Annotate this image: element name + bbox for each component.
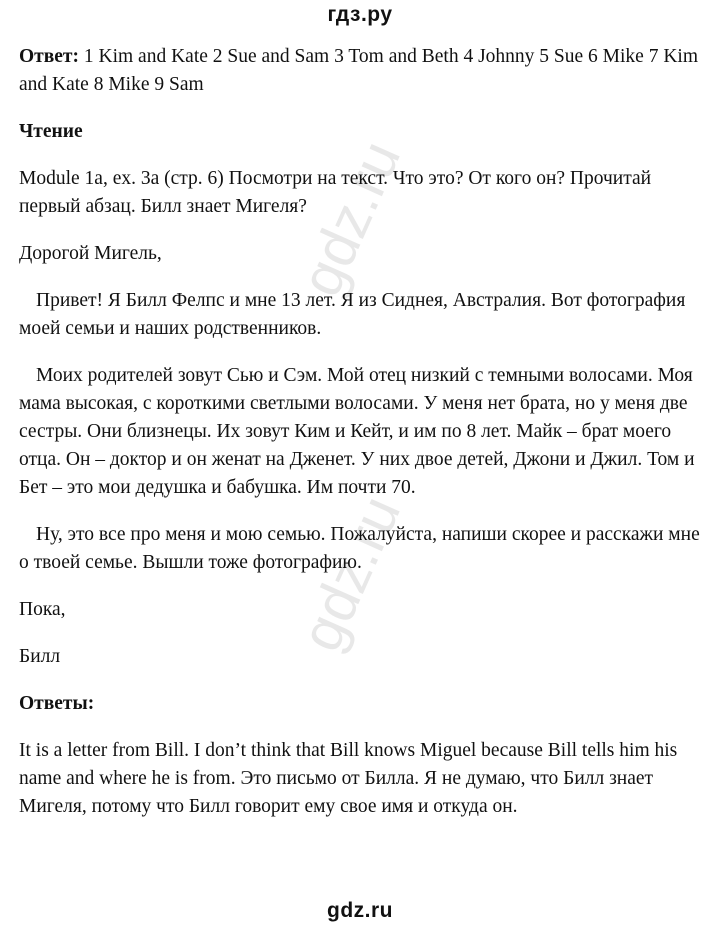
watermark-top: gdz.ru: [288, 131, 414, 306]
site-header: гдз.ру: [327, 3, 393, 26]
letter-paragraph-1: Привет! Я Билл Фелпс и мне 13 лет. Я из Сиднея, Австралия. Вот фотография моей семьи и наших родственников.: [19, 290, 686, 339]
letter-greeting: Дорогой Мигель,: [19, 243, 162, 264]
letter-closing: Пока,: [19, 599, 66, 620]
answer-label: Ответ:: [19, 46, 80, 67]
answer-line: [19, 43, 709, 99]
answers-text: It is a letter from Bill. I don’t think that Bill knows Miguel because Bill tells him his name and where he is from. Это письмо от Билла. Я не думаю, что Билл знает Мигеля, потому что Билл говорит ему свое имя и откуда он.: [19, 740, 678, 817]
document-content: [19, 43, 709, 840]
answers-heading: Ответы:: [19, 693, 95, 714]
letter-signature: Билл: [19, 646, 61, 667]
letter-paragraph-3: Ну, это все про меня и мою семью. Пожалуйста, напиши скорее и расскажи мне о твоей семье. Вышли тоже фотографию.: [19, 524, 700, 573]
site-footer: gdz.ru: [327, 899, 393, 922]
letter-paragraph-2: Моих родителей зовут Сью и Сэм. Мой отец низкий с темными волосами. Моя мама высокая, с короткими светлыми волосами. У меня нет брата, но у меня две сестры. Они близнецы. Их зовут Ким и Кейт, и им по 8 лет. Майк – брат моего отца. Он – доктор и он женат на Дженет. У них двое детей, Джони и Джил. Том и Бет – это мои дедушка и бабушка. Им почти 70.: [19, 365, 695, 498]
watermark-bottom: gdz.ru: [288, 486, 414, 661]
reading-heading: Чтение: [19, 121, 83, 142]
task-text: Module 1a, ex. 3a (стр. 6) Посмотри на текст. Что это? От кого он? Прочитай первый абзац. Билл знает Мигеля?: [19, 168, 652, 217]
answer-text: 1 Kim and Kate 2 Sue and Sam 3 Tom and Beth 4 Johnny 5 Sue 6 Mike 7 Kim and Kate 8 Mike 9 Sam: [19, 46, 698, 95]
